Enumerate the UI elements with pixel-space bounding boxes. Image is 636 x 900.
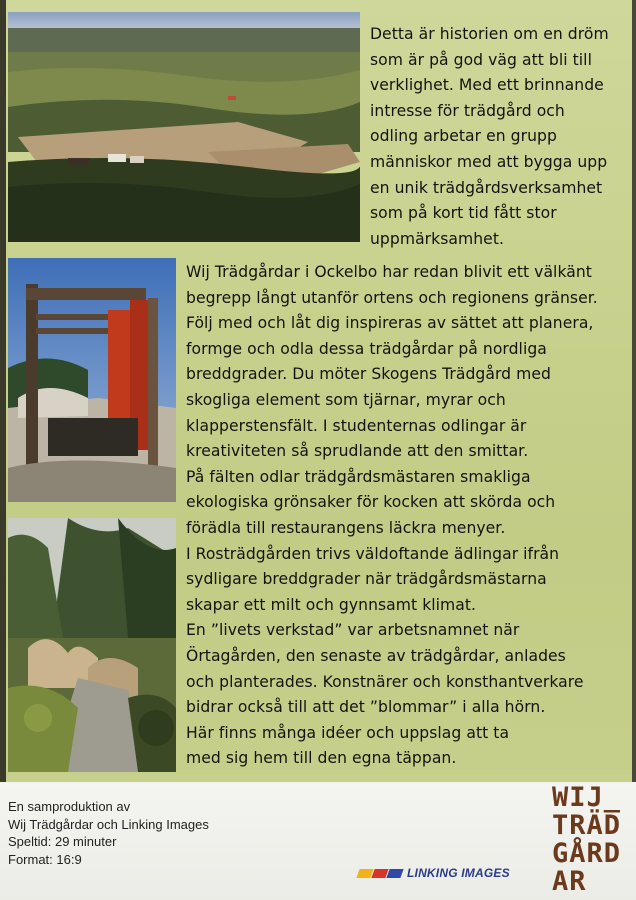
intro-text xyxy=(370,22,634,252)
wij-logo-line: GÅRD xyxy=(552,838,622,869)
body-line: På fälten odlar trädgårdsmästaren smakliga xyxy=(186,467,531,486)
linking-images-logo xyxy=(358,866,510,880)
linking-images-logo-text: LINKING IMAGES xyxy=(407,866,510,880)
intro-line: som på kort tid fått stor xyxy=(370,204,557,223)
footer xyxy=(0,782,636,900)
wij-logo-line: AR xyxy=(552,866,587,897)
wij-tradgardar-logo xyxy=(552,784,636,896)
format-line: Format: 16:9 xyxy=(8,851,82,867)
body-line: och planterades. Konstnärer och konsthantverkare xyxy=(186,672,584,691)
body-text xyxy=(186,260,634,772)
body-line: bidrar också till att det ”blommar” i alla hörn. xyxy=(186,698,546,717)
body-line: begrepp långt utanför ortens och regionens gränser. xyxy=(186,288,598,307)
intro-line: en unik trädgårdsverksamhet xyxy=(370,178,603,197)
sculpture-photo xyxy=(8,258,176,502)
runtime-line: Speltid: 29 minuter xyxy=(8,834,117,849)
intro-line: Detta är historien om en dröm xyxy=(370,25,609,43)
credit-line: En samproduktion av xyxy=(8,799,131,814)
intro-line: uppmärksamhet. xyxy=(370,229,504,248)
logo-stripe-blue xyxy=(386,869,403,878)
intro-line: som är på god väg att bli till xyxy=(370,50,592,69)
body-line: kreativiteten så sprudlande att den smittar. xyxy=(186,442,529,461)
body-line: skapar ett milt och gynnsamt klimat. xyxy=(186,595,477,614)
body-line: ekologiska grönsaker för kocken att skörda och xyxy=(186,493,556,512)
credit-line: Wij Trädgårdar och Linking Images xyxy=(8,816,209,832)
wij-logo-line: TRÄD xyxy=(552,810,622,841)
body-line: skogliga element som tjärnar, myrar och xyxy=(186,390,506,409)
body-line: I Rosträdgården trivs väldoftande ädlingar ifrån xyxy=(186,544,560,563)
body-line: klapperstensfält. I studenternas odlingar är xyxy=(186,416,527,435)
body-line: Örtagården, den senaste av trädgårdar, anlades xyxy=(186,646,566,665)
body-line: sydligare breddgrader när trädgårdsmästarna xyxy=(186,570,547,589)
intro-line: intresse för trädgård och xyxy=(370,101,565,120)
body-line: Följ med och låt dig inspireras av sättet att planera, xyxy=(186,314,594,333)
wij-logo-line: WIJ_ xyxy=(552,782,622,813)
body-line: Här finns många idéer och uppslag att ta xyxy=(186,723,510,742)
intro-line: människor med att bygga upp xyxy=(370,152,608,171)
intro-line: verklighet. Med ett brinnande xyxy=(370,76,604,95)
body-line: breddgrader. Du möter Skogens Trädgård med xyxy=(186,365,551,384)
credits xyxy=(8,798,209,868)
landscape-photo xyxy=(8,12,360,242)
body-line: förädla till restaurangens läckra menyer. xyxy=(186,518,506,537)
body-line: Wij Trädgårdar i Ockelbo har redan blivit ett välkänt xyxy=(186,263,592,281)
garden-photo xyxy=(8,518,176,772)
body-line: formge och odla dessa trädgårdar på nordliga xyxy=(186,339,547,358)
body-line: En ”livets verkstad” var arbetsnamnet när xyxy=(186,621,520,640)
intro-line: odling arbetar en grupp xyxy=(370,127,557,146)
body-line: med sig hem till den egna täppan. xyxy=(186,749,457,768)
